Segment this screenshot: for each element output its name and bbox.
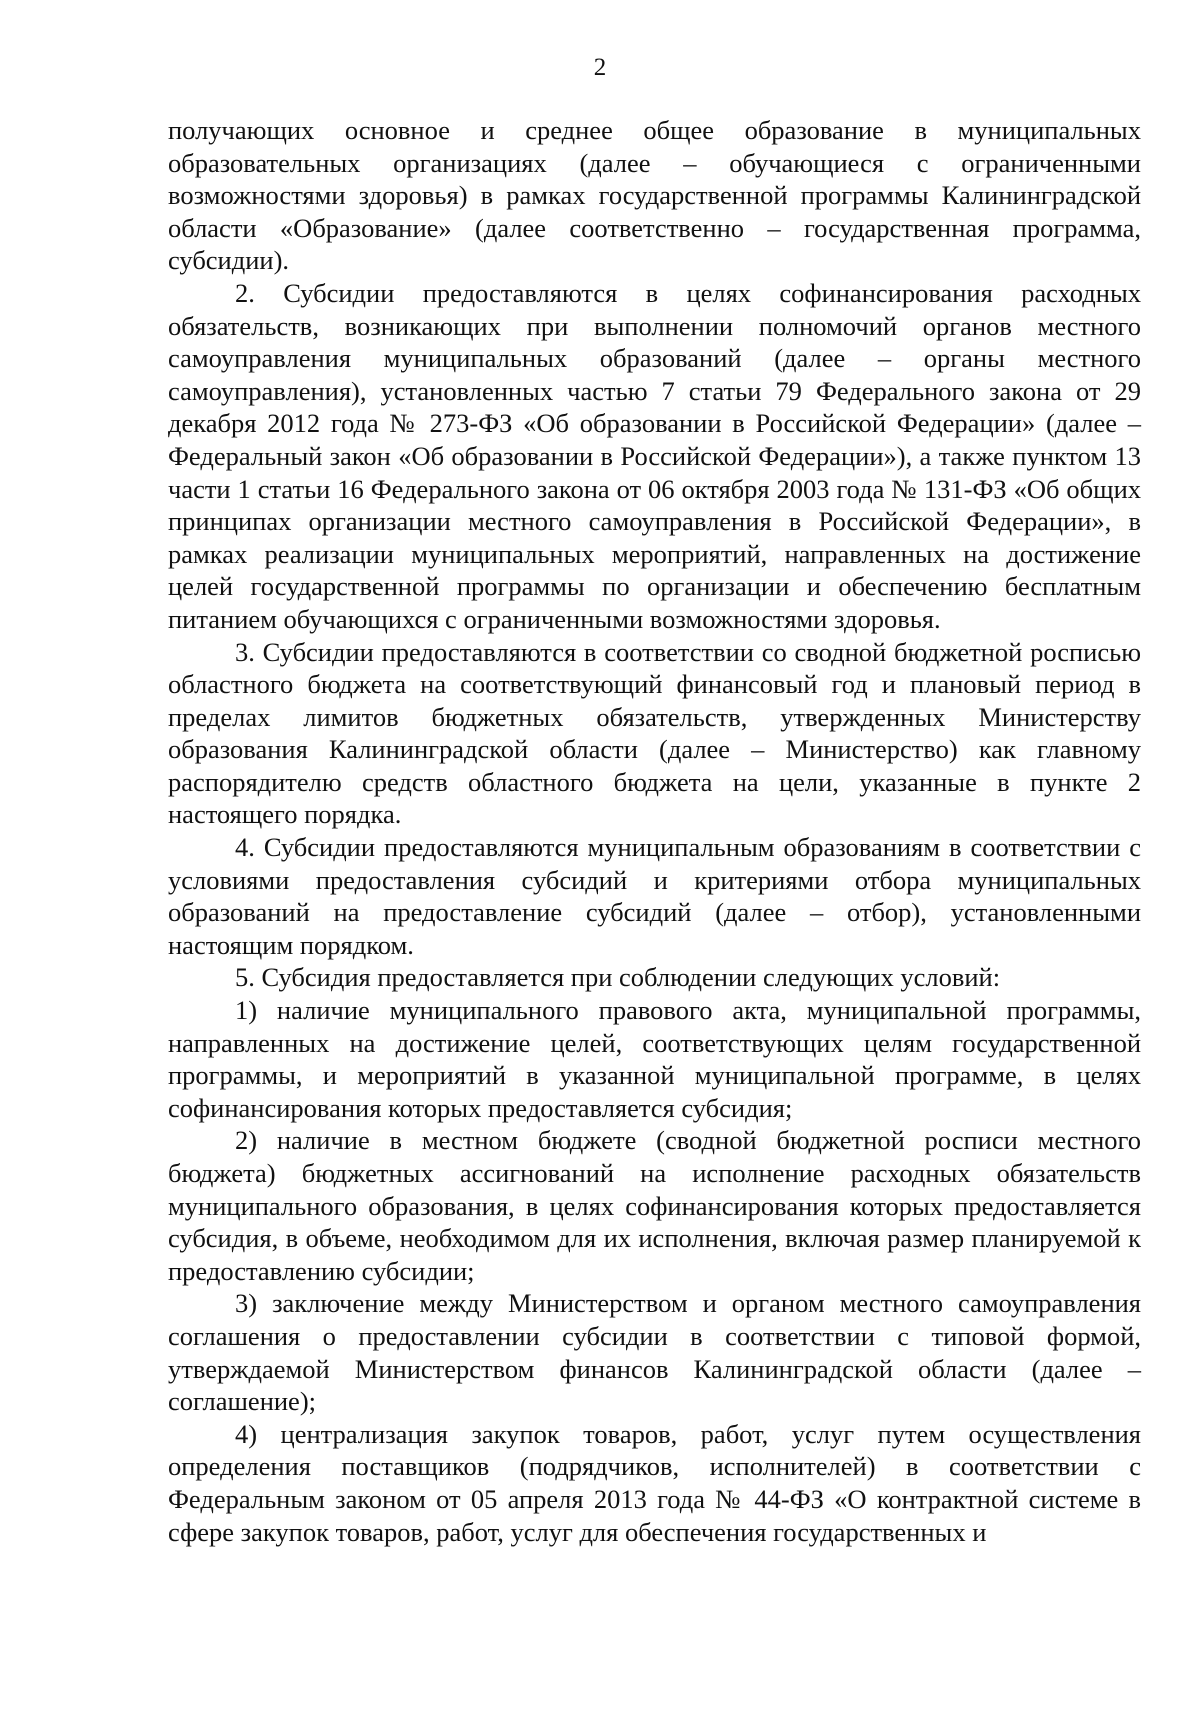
condition-item-4: 4) централизация закупок товаров, работ, услуг путем осуществления определения поставщиков (подрядчиков, исполнителей) в соответствии с Федеральным законом от 05 апреля 2013 года № 44-ФЗ «О контрактной системе в сфере закупок товаров, работ, услуг для обеспечения государственных и (168, 1418, 1141, 1547)
paragraph-item-2: 2. Субсидии предоставляются в целях софинансирования расходных обязательств, возникающих при выполнении полномочий органов местного самоуправления муниципальных образований (далее – органы местного самоуправления), установленных частью 7 статьи 79 Федерального закона от 29 декабря 2012 года № 273-ФЗ «Об образовании в Российской Федерации» (далее – Федеральный закон «Об образовании в Российской Федерации»), а также пунктом 13 части 1 статьи 16 Федерального закона от 06 октября 2003 года № 131-ФЗ «Об общих принципах организации местного самоуправления в Российской Федерации», в рамках реализации муниципальных мероприятий, направленных на достижение целей государственной программы по организации и обеспечению бесплатным питанием обучающихся с ограниченными возможностями здоровья. (168, 277, 1141, 634)
paragraph-item-5: 5. Субсидия предоставляется при соблюдении следующих условий: (235, 962, 1001, 993)
condition-item-2: 2) наличие в местном бюджете (сводной бюджетной росписи местного бюджета) бюджетных ассигнований на исполнение расходных обязательств муниципального образования, в целях софинансирования которых предоставляется субсидия, в объеме, необходимом для их исполнения, включая размер планируемой к предоставлению субсидии; (168, 1125, 1141, 1286)
page-number: 2 (593, 54, 607, 81)
document-body (168, 114, 1141, 1548)
condition-item-1: 1) наличие муниципального правового акта, муниципальной программы, направленных на достижение целей, соответствующих целям государственной программы, и мероприятий в указанной муниципальной программе, в целях софинансирования которых предоставляется субсидия; (168, 995, 1141, 1123)
paragraph-item-3: 3. Субсидии предоставляются в соответствии со сводной бюджетной росписью областного бюджета на соответствующий финансовый год и плановый период в пределах лимитов бюджетных обязательств, утвержденных Министерству образования Калининградской области (далее – Министерство) как главному распорядителю средств областного бюджета на цели, указанные в пункте 2 настоящего порядка. (168, 636, 1141, 830)
condition-item-3: 3) заключение между Министерством и органом местного самоуправления соглашения о предоставлении субсидии в соответствии с типовой формой, утверждаемой Министерством финансов Калининградской области (далее – соглашение); (168, 1288, 1141, 1417)
paragraph-item-4: 4. Субсидии предоставляются муниципальным образованиям в соответствии с условиями предоставления субсидий и критериями отбора муниципальных образований на предоставление субсидий (далее – отбор), установленными настоящим порядком. (168, 832, 1141, 960)
paragraph-intro: получающих основное и среднее общее образование в муниципальных образовательных организациях (далее – обучающиеся с ограниченными возможностями здоровья) в рамках государственной программы Калининградской области «Образование» (далее соответственно – государственная программа, субсидии). (168, 115, 1141, 276)
